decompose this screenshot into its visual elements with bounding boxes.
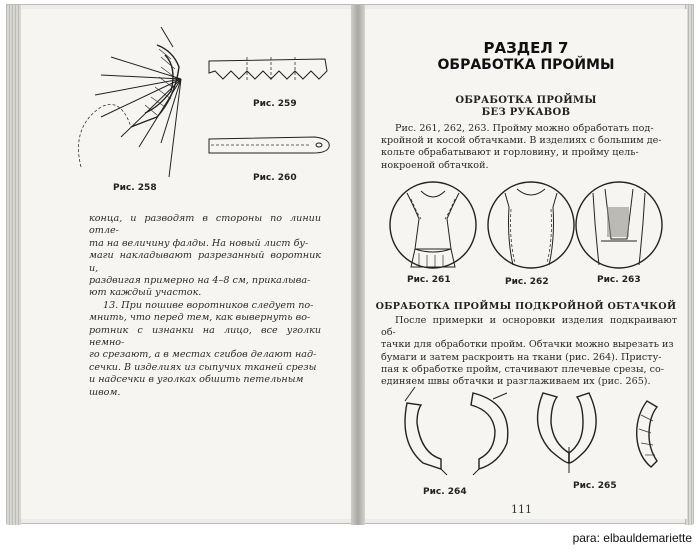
figure-263-facing — [571, 179, 667, 273]
left-text-line: раздвигая примерно на 4–8 см, прикалыва- — [89, 275, 311, 287]
figure-260-collar-strip — [207, 133, 337, 159]
item-13-line: швом. — [89, 386, 121, 398]
figure-259-cut-collar — [207, 57, 337, 83]
paragraph-1-line: кольте обрабатывают и горловину, и пройму цель- — [381, 147, 639, 159]
item-13-line: и надсечки в уголках обшить петельным — [89, 374, 304, 386]
caption-fig-264: Рис. 264 — [423, 487, 467, 497]
subheading-line-2: БЕЗ РУКАВОВ — [481, 107, 571, 118]
book-spread — [6, 4, 694, 524]
left-text-line: та на величину фалды. На новый лист бу- — [89, 237, 309, 249]
book-gutter — [351, 5, 365, 525]
left-text-line: маги накладывают разрезанный воротник и, — [89, 250, 321, 274]
caption-fig-265: Рис. 265 — [573, 481, 617, 491]
paragraph-1-line: нокроеной обтачкой. — [381, 159, 489, 171]
paragraph-1 — [381, 123, 677, 172]
paragraph-2-line: бумаги и затем раскроить на ткани (рис. 264). Присту- — [381, 351, 662, 363]
paragraph-1-line: кройной и косой обтачками. В изделиях с большим де- — [381, 135, 662, 147]
figure-263-wrapper — [571, 179, 667, 277]
left-text-line: ют каждый участок. — [89, 287, 202, 299]
paragraph-2-line: тачки для обработки пройм. Обтачки можно вырезать из — [381, 339, 674, 351]
figure-258-collar-fan — [61, 27, 191, 177]
item-13-line: сечки. В изделиях из сыпучих тканей срезы — [89, 361, 317, 373]
figure-264-facing-patterns — [395, 383, 525, 475]
left-page — [21, 9, 351, 519]
caption-fig-263: Рис. 263 — [597, 275, 641, 285]
page-number: 111 — [511, 503, 532, 516]
left-text-line: конца, и разводят в стороны по линии отле- — [89, 213, 321, 237]
section-label: РАЗДЕЛ 7 — [483, 39, 569, 57]
credit-text: para: elbauldemariette — [572, 531, 692, 545]
right-page — [365, 9, 687, 519]
caption-fig-261: Рис. 261 — [407, 275, 451, 285]
caption-fig-262: Рис. 262 — [505, 277, 549, 287]
item-13-line: мнить, что перед тем, как вывернуть во- — [89, 312, 311, 324]
paragraph-2-line: единяем швы обтачки и разглаживаем их (рис. 265). — [381, 376, 651, 388]
section-title: ОБРАБОТКА ПРОЙМЫ — [437, 57, 615, 73]
item-13-line: 13. При пошиве воротников следует по- — [103, 299, 314, 311]
page-edges-left — [7, 5, 21, 525]
paragraph-2-line: пая к обработке пройм, стачивают плечевые срезы, со- — [381, 363, 664, 375]
figure-261-bodice — [385, 179, 481, 273]
paragraph-1-line: Рис. 261, 262, 263. Пройму можно обработать под- — [395, 123, 654, 134]
subheading-2: ОБРАБОТКА ПРОЙМЫ ПОДКРОЙНОЙ ОБТАЧКОЙ — [375, 301, 677, 312]
item-13-line: го срезают, а в местах сгибов делают над- — [89, 349, 317, 361]
figure-262-dress — [483, 179, 579, 273]
paragraph-2-line: После примерки и осноровки изделия подкраивают об- — [381, 315, 677, 339]
item-13-line: ротник с изнанки на лицо, все уголки немно- — [89, 324, 321, 349]
subheading-line-1: ОБРАБОТКА ПРОЙМЫ — [455, 95, 597, 106]
caption-fig-259: Рис. 259 — [253, 99, 297, 109]
left-text-block — [89, 213, 321, 399]
caption-fig-260: Рис. 260 — [253, 173, 297, 183]
figure-265-joined-facings — [529, 387, 679, 473]
caption-fig-258: Рис. 258 — [113, 183, 157, 193]
paragraph-2 — [381, 315, 677, 388]
